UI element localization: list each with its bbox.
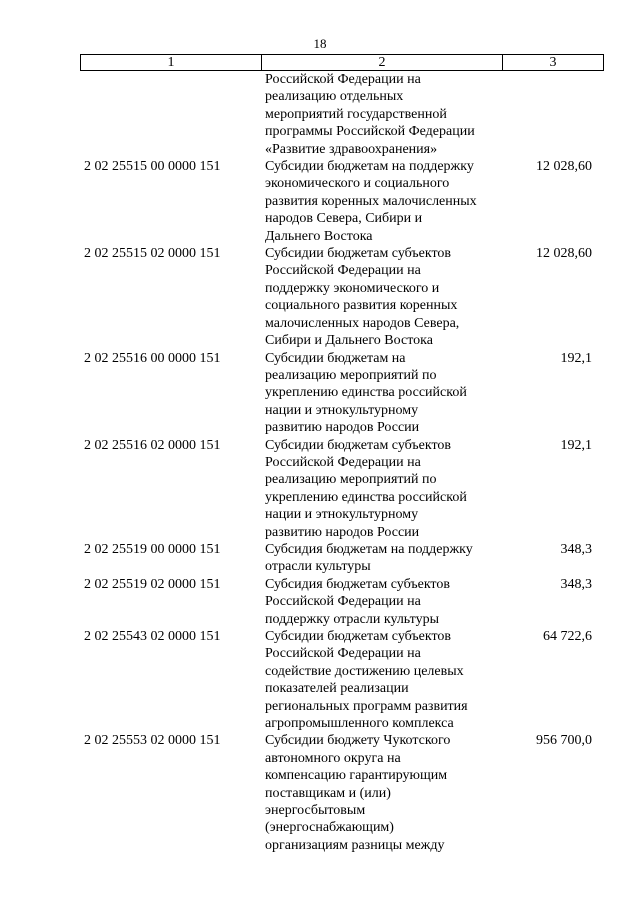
- description-line: малочисленных народов Севера,: [265, 315, 460, 331]
- description-line: Субсидии бюджетам субъектов: [265, 437, 452, 453]
- table-header-row: [80, 54, 604, 71]
- budget-code-cell: 2 02 25515 02 0000 151: [84, 246, 221, 262]
- description-line: Субсидия бюджетам субъектов: [265, 576, 450, 592]
- table-row: [80, 437, 604, 541]
- budget-code-cell: 2 02 25519 00 0000 151: [84, 541, 221, 557]
- description-cell: [261, 576, 502, 628]
- description-line: энергосбытовым: [265, 803, 366, 819]
- page-number: 18: [313, 36, 327, 51]
- column-header-1: 1: [81, 55, 262, 70]
- amount-cell: 348,3: [560, 576, 592, 592]
- table-row: [80, 576, 604, 628]
- description-line: поддержку экономического и: [265, 280, 440, 296]
- description-cell: [261, 245, 502, 349]
- description-line: Российской Федерации на: [265, 454, 421, 470]
- budget-code-cell: 2 02 25516 02 0000 151: [84, 437, 221, 453]
- description-line: содействие достижению целевых: [265, 663, 464, 679]
- budget-code-cell: 2 02 25543 02 0000 151: [84, 629, 221, 644]
- description-line: экономического и социального: [265, 176, 450, 192]
- description-line: мероприятий государственной: [265, 106, 447, 122]
- description-line: укреплению единства российской: [265, 489, 467, 505]
- description-line: нации и этнокультурному: [265, 507, 419, 523]
- description-line: Российской Федерации на: [265, 72, 421, 87]
- description-line: отрасли культуры: [265, 559, 371, 575]
- description-line: (энергоснабжающим): [265, 820, 394, 836]
- description-line: агропромышленного комплекса: [265, 716, 454, 732]
- description-line: региональных программ развития: [265, 698, 468, 714]
- description-cell: [261, 158, 502, 245]
- description-line: реализацию мероприятий по: [265, 472, 437, 488]
- table-row: [80, 541, 604, 576]
- description-line: организациям разницы между: [265, 837, 445, 853]
- description-cell: [261, 437, 502, 541]
- description-line: «Развитие здравоохранения»: [265, 141, 438, 157]
- description-line: поддержку отрасли культуры: [265, 611, 440, 627]
- description-line: народов Севера, Сибири и: [265, 211, 423, 227]
- table-row: [80, 71, 604, 158]
- description-line: развитию народов России: [265, 420, 420, 436]
- description-line: Субсидии бюджетам субъектов: [265, 246, 452, 262]
- description-line: реализацию мероприятий по: [265, 367, 437, 383]
- description-line: Субсидии бюджетам на поддержку: [265, 159, 474, 175]
- amount-cell: 12 028,60: [536, 246, 592, 262]
- column-header-2: 2: [262, 55, 503, 70]
- table-row: [80, 732, 604, 854]
- description-line: Субсидия бюджетам на поддержку: [265, 541, 473, 557]
- description-cell: [261, 541, 502, 576]
- amount-cell: 64 722,6: [543, 629, 592, 644]
- description-line: укреплению единства российской: [265, 385, 467, 401]
- description-line: Субсидии бюджету Чукотского: [265, 733, 451, 749]
- amount-cell: 348,3: [560, 541, 592, 557]
- table-row: [80, 245, 604, 349]
- description-line: поставщикам и (или): [265, 785, 391, 801]
- budget-code-cell: 2 02 25519 02 0000 151: [84, 576, 221, 592]
- amount-cell: 192,1: [560, 437, 592, 453]
- budget-code-cell: 2 02 25516 00 0000 151: [84, 350, 221, 366]
- description-line: развития коренных малочисленных: [265, 193, 477, 209]
- table-row: [80, 350, 604, 437]
- description-line: Сибири и Дальнего Востока: [265, 333, 433, 349]
- budget-code-cell: 2 02 25553 02 0000 151: [84, 733, 221, 749]
- description-line: реализацию отдельных: [265, 89, 404, 105]
- description-line: программы Российской Федерации: [265, 124, 475, 140]
- amount-cell: 12 028,60: [536, 159, 592, 175]
- description-line: Субсидии бюджетам на: [265, 350, 406, 366]
- description-cell: [261, 350, 502, 437]
- column-header-3: 3: [549, 55, 557, 70]
- amount-cell: 192,1: [560, 350, 592, 366]
- description-line: Российской Федерации на: [265, 594, 421, 610]
- amount-cell: 956 700,0: [536, 733, 592, 749]
- description-line: Российской Федерации на: [265, 646, 421, 662]
- description-line: развитию народов России: [265, 524, 420, 540]
- description-line: социального развития коренных: [265, 298, 458, 314]
- description-line: Дальнего Востока: [265, 228, 373, 244]
- description-line: показателей реализации: [265, 681, 409, 697]
- description-line: компенсацию гарантирующим: [265, 768, 448, 784]
- description-line: Российской Федерации на: [265, 263, 421, 279]
- description-line: Субсидии бюджетам субъектов: [265, 629, 452, 644]
- description-cell: [261, 732, 502, 854]
- description-cell: [261, 71, 502, 158]
- description-cell: [261, 628, 502, 732]
- table-row: [80, 628, 604, 732]
- table-row: [80, 158, 604, 245]
- description-line: нации и этнокультурному: [265, 402, 419, 418]
- description-line: автономного округа на: [265, 750, 401, 766]
- table-body: [80, 71, 604, 854]
- budget-code-cell: 2 02 25515 00 0000 151: [84, 159, 221, 175]
